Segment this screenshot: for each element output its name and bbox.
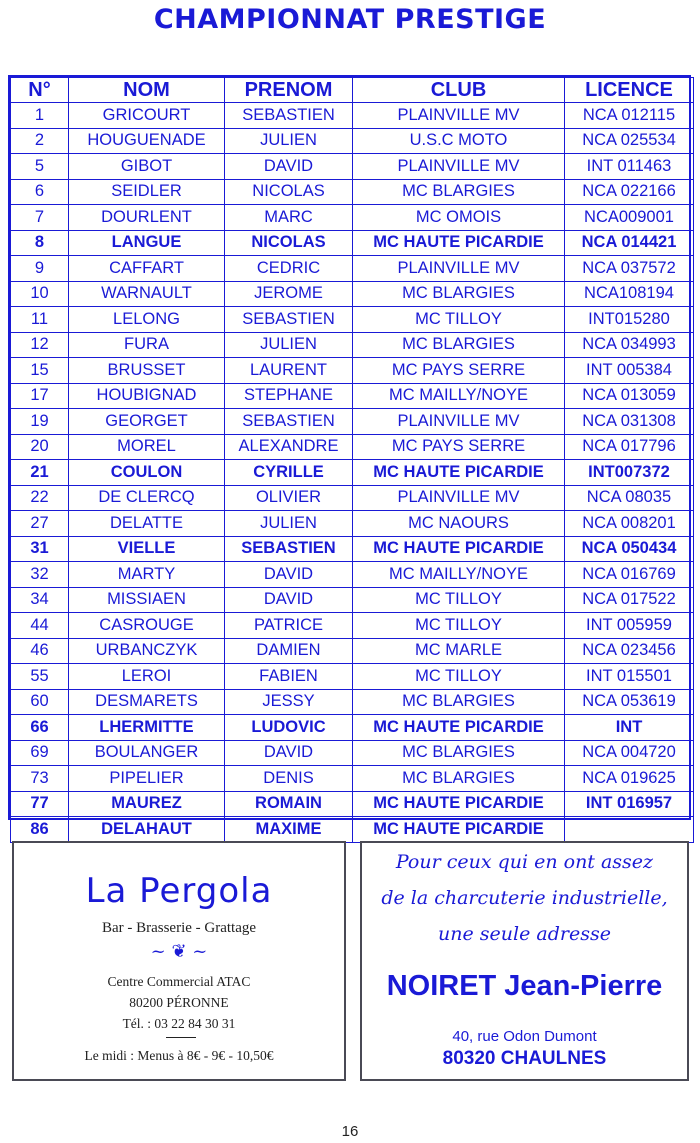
cell-club: PLAINVILLE MV (353, 485, 565, 511)
pergola-name: La Pergola (85, 871, 273, 911)
table-body (11, 103, 694, 843)
cell-nom: DE CLERCQ (69, 485, 225, 511)
cell-nom: WARNAULT (69, 281, 225, 307)
table-row (11, 154, 694, 180)
cell-nom: PIPELIER (69, 766, 225, 792)
cell-licence: INT 015501 (565, 664, 694, 690)
cell-nom: SEIDLER (69, 179, 225, 205)
cell-num: 6 (11, 179, 69, 205)
cell-club: MC BLARGIES (353, 766, 565, 792)
cell-nom: BRUSSET (69, 358, 225, 384)
cell-prenom: NICOLAS (225, 230, 353, 256)
header-licence: LICENCE (565, 78, 694, 103)
cell-num: 15 (11, 358, 69, 384)
cell-prenom: MARC (225, 205, 353, 231)
cell-licence: INT (565, 715, 694, 741)
cell-prenom: JULIEN (225, 128, 353, 154)
cell-nom: HOUBIGNAD (69, 383, 225, 409)
table-row (11, 205, 694, 231)
cell-nom: GIBOT (69, 154, 225, 180)
cell-prenom: LAURENT (225, 358, 353, 384)
cell-club: MC MAILLY/NOYE (353, 383, 565, 409)
page-number: 16 (341, 1123, 359, 1140)
cell-licence: INT 016957 (565, 791, 694, 817)
table-row (11, 179, 694, 205)
cell-num: 12 (11, 332, 69, 358)
header-nom: NOM (69, 78, 225, 103)
cell-nom: URBANCZYK (69, 638, 225, 664)
table-row (11, 256, 694, 282)
header-num: N° (11, 78, 69, 103)
table-row (11, 511, 694, 537)
cell-licence: NCA009001 (565, 205, 694, 231)
pergola-divider (166, 1037, 196, 1038)
cell-licence: NCA 023456 (565, 638, 694, 664)
cell-club: MC BLARGIES (353, 689, 565, 715)
cell-num: 7 (11, 205, 69, 231)
ad-la-pergola (12, 841, 346, 1081)
cell-nom: FURA (69, 332, 225, 358)
cell-club: MC OMOIS (353, 205, 565, 231)
noiret-slogan-3: une seule adresse (438, 923, 611, 945)
cell-nom: LANGUE (69, 230, 225, 256)
cell-num: 2 (11, 128, 69, 154)
cell-nom: MOREL (69, 434, 225, 460)
cell-num: 55 (11, 664, 69, 690)
noiret-city: 80320 CHAULNES (442, 1048, 607, 1069)
cell-num: 5 (11, 154, 69, 180)
table-row (11, 664, 694, 690)
cell-prenom: SEBASTIEN (225, 307, 353, 333)
cell-prenom: SEBASTIEN (225, 536, 353, 562)
cell-num: 60 (11, 689, 69, 715)
cell-nom: GRICOURT (69, 103, 225, 129)
cell-nom: LEROI (69, 664, 225, 690)
pergola-phone: Tél. : 03 22 84 30 31 (122, 1016, 236, 1031)
cell-prenom: JESSY (225, 689, 353, 715)
cell-club: MC BLARGIES (353, 740, 565, 766)
cell-licence: NCA 037572 (565, 256, 694, 282)
cell-licence: NCA 014421 (565, 230, 694, 256)
table-row (11, 460, 694, 486)
cell-licence: NCA 004720 (565, 740, 694, 766)
cell-num: 27 (11, 511, 69, 537)
cell-licence: NCA 013059 (565, 383, 694, 409)
cell-club: MC HAUTE PICARDIE (353, 791, 565, 817)
cell-licence: INT007372 (565, 460, 694, 486)
cell-prenom: DAVID (225, 740, 353, 766)
cell-licence: INT015280 (565, 307, 694, 333)
cell-club: MC HAUTE PICARDIE (353, 817, 565, 843)
cell-nom: GEORGET (69, 409, 225, 435)
cell-nom: CAFFART (69, 256, 225, 282)
cell-nom: LHERMITTE (69, 715, 225, 741)
page-title: CHAMPIONNAT PRESTIGE (153, 4, 547, 35)
cell-club: MC MARLE (353, 638, 565, 664)
pergola-address1: Centre Commercial ATAC (107, 974, 251, 989)
cell-licence: INT 005384 (565, 358, 694, 384)
cell-club: MC HAUTE PICARDIE (353, 230, 565, 256)
cell-num: 22 (11, 485, 69, 511)
cell-num: 86 (11, 817, 69, 843)
cell-club: MC TILLOY (353, 664, 565, 690)
cell-club: MC HAUTE PICARDIE (353, 536, 565, 562)
noiret-address: 40, rue Odon Dumont (452, 1028, 597, 1045)
cell-num: 46 (11, 638, 69, 664)
table-row (11, 613, 694, 639)
cell-num: 73 (11, 766, 69, 792)
cell-nom: MAUREZ (69, 791, 225, 817)
cell-licence: INT 005959 (565, 613, 694, 639)
cell-num: 17 (11, 383, 69, 409)
results-table (10, 77, 694, 843)
cell-nom: HOUGUENADE (69, 128, 225, 154)
cell-licence: NCA 08035 (565, 485, 694, 511)
cell-prenom: OLIVIER (225, 485, 353, 511)
cell-club: MC TILLOY (353, 587, 565, 613)
cell-num: 19 (11, 409, 69, 435)
cell-prenom: JULIEN (225, 511, 353, 537)
pergola-subtitle: Bar - Brasserie - Grattage (101, 920, 257, 936)
header-prenom: PRENOM (225, 78, 353, 103)
table-row (11, 281, 694, 307)
cell-nom: VIELLE (69, 536, 225, 562)
cell-nom: MISSIAEN (69, 587, 225, 613)
table-row (11, 715, 694, 741)
cell-licence: INT 011463 (565, 154, 694, 180)
cell-num: 20 (11, 434, 69, 460)
table-row (11, 562, 694, 588)
cell-num: 77 (11, 791, 69, 817)
cell-club: MC PAYS SERRE (353, 434, 565, 460)
pergola-address2: 80200 PÉRONNE (129, 995, 229, 1010)
table-row (11, 358, 694, 384)
cell-licence: NCA 008201 (565, 511, 694, 537)
cell-licence: NCA 050434 (565, 536, 694, 562)
noiret-slogan-1: Pour ceux qui en ont assez (395, 851, 654, 873)
table-row (11, 536, 694, 562)
cell-prenom: ROMAIN (225, 791, 353, 817)
table-row (11, 409, 694, 435)
cell-licence: NCA 022166 (565, 179, 694, 205)
cell-prenom: MAXIME (225, 817, 353, 843)
cell-prenom: DAMIEN (225, 638, 353, 664)
table-row (11, 103, 694, 129)
table-row (11, 383, 694, 409)
table-header-row (11, 78, 694, 103)
cell-club: PLAINVILLE MV (353, 256, 565, 282)
cell-club: MC BLARGIES (353, 281, 565, 307)
cell-licence: NCA 019625 (565, 766, 694, 792)
cell-nom: DESMARETS (69, 689, 225, 715)
cell-club: MC TILLOY (353, 613, 565, 639)
cell-nom: MARTY (69, 562, 225, 588)
cell-club: PLAINVILLE MV (353, 409, 565, 435)
cell-prenom: DAVID (225, 154, 353, 180)
cell-num: 69 (11, 740, 69, 766)
cell-club: MC BLARGIES (353, 179, 565, 205)
cell-licence: NCA 031308 (565, 409, 694, 435)
table-row (11, 791, 694, 817)
table-row (11, 230, 694, 256)
table-row (11, 740, 694, 766)
table-row (11, 587, 694, 613)
cell-prenom: CYRILLE (225, 460, 353, 486)
cell-club: PLAINVILLE MV (353, 154, 565, 180)
cell-nom: COULON (69, 460, 225, 486)
table-row (11, 128, 694, 154)
cell-club: MC BLARGIES (353, 332, 565, 358)
cell-prenom: ALEXANDRE (225, 434, 353, 460)
cell-prenom: NICOLAS (225, 179, 353, 205)
cell-num: 1 (11, 103, 69, 129)
cell-num: 9 (11, 256, 69, 282)
cell-prenom: DAVID (225, 587, 353, 613)
cell-licence (565, 817, 694, 843)
cell-licence: NCA 017796 (565, 434, 694, 460)
cell-num: 66 (11, 715, 69, 741)
results-table-container (8, 75, 691, 838)
cell-nom: DELAHAUT (69, 817, 225, 843)
cell-licence: NCA 012115 (565, 103, 694, 129)
cell-num: 11 (11, 307, 69, 333)
cell-prenom: JULIEN (225, 332, 353, 358)
cell-num: 31 (11, 536, 69, 562)
noiret-name: NOIRET Jean-Pierre (386, 970, 663, 1002)
cell-nom: BOULANGER (69, 740, 225, 766)
cell-nom: DOURLENT (69, 205, 225, 231)
cell-licence: NCA108194 (565, 281, 694, 307)
cell-num: 44 (11, 613, 69, 639)
cell-licence: NCA 025534 (565, 128, 694, 154)
table-row (11, 485, 694, 511)
pergola-menus: Le midi : Menus à 8€ - 9€ - 10,50€ (84, 1048, 274, 1063)
cell-num: 21 (11, 460, 69, 486)
cell-club: MC MAILLY/NOYE (353, 562, 565, 588)
cell-club: MC TILLOY (353, 307, 565, 333)
cell-club: U.S.C MOTO (353, 128, 565, 154)
table-row (11, 434, 694, 460)
cell-licence: NCA 016769 (565, 562, 694, 588)
cell-prenom: SEBASTIEN (225, 103, 353, 129)
cell-club: MC HAUTE PICARDIE (353, 715, 565, 741)
cell-club: PLAINVILLE MV (353, 103, 565, 129)
cell-licence: NCA 053619 (565, 689, 694, 715)
cell-prenom: PATRICE (225, 613, 353, 639)
table-row (11, 689, 694, 715)
table-row (11, 638, 694, 664)
noiret-slogan-2: de la charcuterie industrielle, (381, 887, 668, 909)
header-club: CLUB (353, 78, 565, 103)
cell-nom: LELONG (69, 307, 225, 333)
cell-licence: NCA 034993 (565, 332, 694, 358)
table-row (11, 332, 694, 358)
ornament-icon: ~ ❦ ~ (150, 941, 208, 962)
cell-prenom: JEROME (225, 281, 353, 307)
cell-club: MC NAOURS (353, 511, 565, 537)
cell-nom: CASROUGE (69, 613, 225, 639)
cell-licence: NCA 017522 (565, 587, 694, 613)
cell-club: MC PAYS SERRE (353, 358, 565, 384)
cell-num: 10 (11, 281, 69, 307)
cell-num: 8 (11, 230, 69, 256)
cell-club: MC HAUTE PICARDIE (353, 460, 565, 486)
cell-nom: DELATTE (69, 511, 225, 537)
cell-prenom: DAVID (225, 562, 353, 588)
cell-num: 32 (11, 562, 69, 588)
table-row (11, 766, 694, 792)
cell-prenom: DENIS (225, 766, 353, 792)
cell-prenom: STEPHANE (225, 383, 353, 409)
cell-prenom: FABIEN (225, 664, 353, 690)
table-row (11, 307, 694, 333)
cell-prenom: CEDRIC (225, 256, 353, 282)
cell-prenom: SEBASTIEN (225, 409, 353, 435)
ad-noiret (360, 841, 689, 1081)
table-row (11, 817, 694, 843)
cell-num: 34 (11, 587, 69, 613)
cell-prenom: LUDOVIC (225, 715, 353, 741)
